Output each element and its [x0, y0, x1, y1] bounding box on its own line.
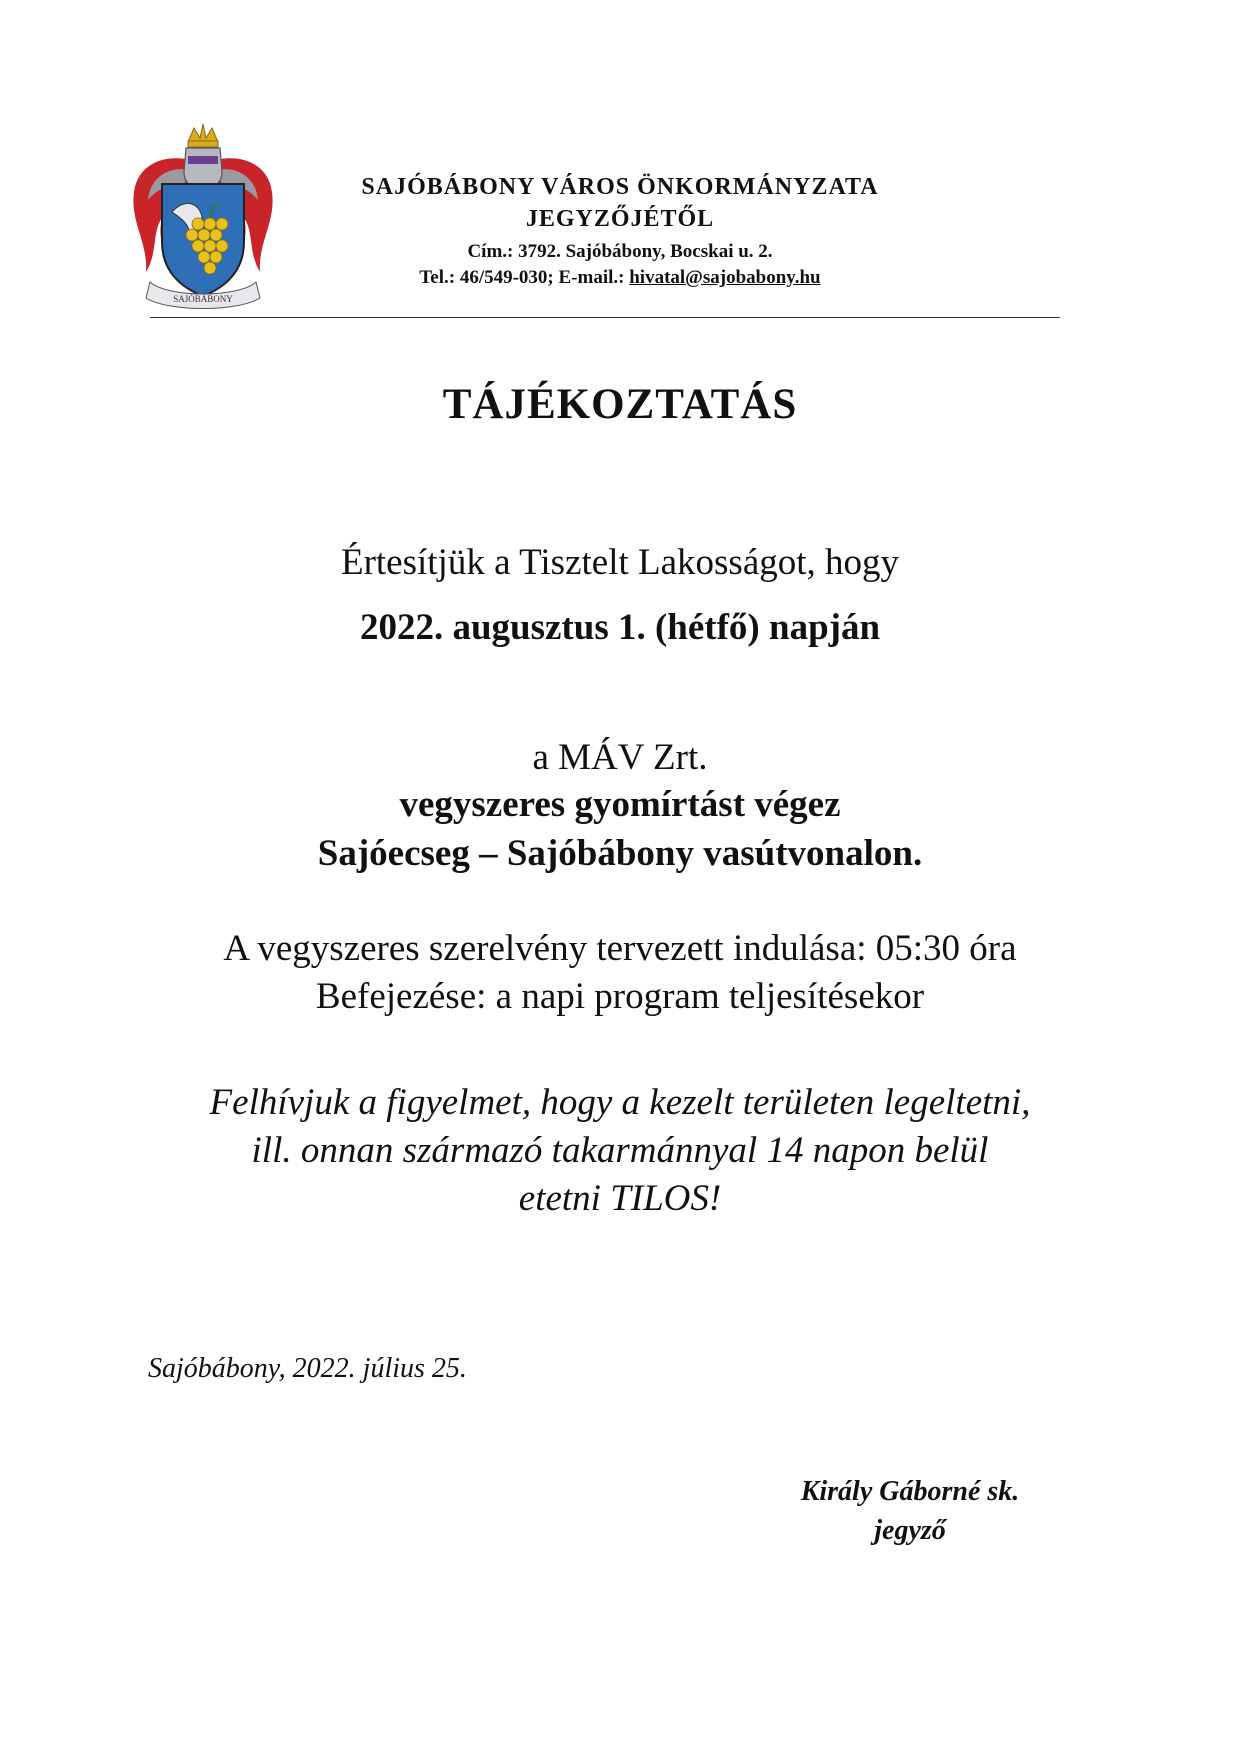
address-line: Cím.: 3792. Sajóbábony, Bocskai u. 2. [467, 241, 773, 262]
action-line: vegyszeres gyomírtást végez [399, 784, 841, 825]
intro-text: Értesítjük a Tisztelt Lakosságot, hogy [340, 542, 900, 583]
coat-of-arms-icon [128, 122, 278, 314]
warning-line-2: ill. onnan származó takarmánnyal 14 napon belül [251, 1130, 989, 1171]
warning-line-1: Felhívjuk a figyelmet, hogy a kezelt területen legeltetni, [209, 1082, 1031, 1123]
start-time-line: A vegyszeres szerelvény tervezett indulása: 05:30 óra [223, 928, 1017, 969]
crest-ribbon-text: SAJÓBÁBONY [173, 294, 233, 304]
contact-line [300, 267, 940, 289]
date-line: 2022. augusztus 1. (hétfő) napján [359, 607, 881, 648]
signature-role: jegyző [874, 1515, 946, 1546]
org-name: SAJÓBÁBONY VÁROS ÖNKORMÁNYZATA [361, 174, 879, 200]
signature-name: Király Gáborné sk. [800, 1476, 1020, 1507]
coat-of-arms-logo [128, 122, 278, 314]
header-divider [150, 317, 1060, 318]
page-title: TÁJÉKOZTATÁS [442, 381, 798, 428]
email-link[interactable]: hivatal@sajobabony.hu [629, 267, 821, 288]
contact-prefix: Tel.: 46/549-030; E-mail.: [419, 267, 630, 288]
company-line: a MÁV Zrt. [532, 737, 708, 778]
end-line: Befejezése: a napi program teljesítésekor [315, 976, 925, 1017]
route-line: Sajóecseg – Sajóbábony vasútvonalon. [317, 833, 923, 874]
place-date: Sajóbábony, 2022. július 25. [148, 1353, 467, 1384]
warning-line-3: etetni TILOS! [518, 1178, 722, 1219]
org-office: JEGYZŐJÉTŐL [525, 206, 715, 232]
